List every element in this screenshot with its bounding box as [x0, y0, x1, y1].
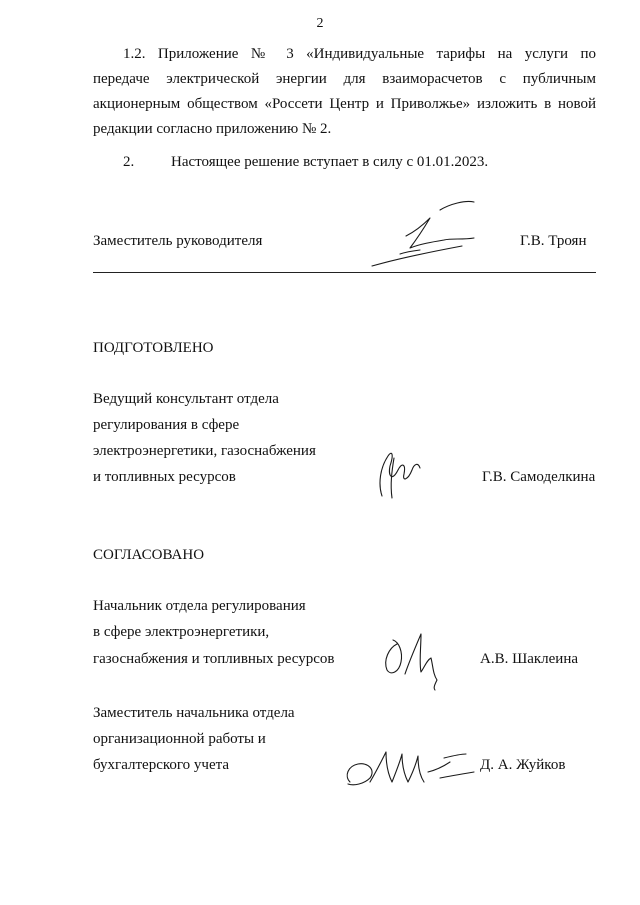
agreed-first-name: А.В. Шаклеина: [480, 651, 579, 667]
agreed-second-position-line: организационной работы и: [93, 731, 266, 747]
prepared-heading: ПОДГОТОВЛЕНО: [93, 340, 214, 356]
paragraph-line: акционерным обществом «Россети Центр и Приволжье» изложить в новой: [93, 96, 596, 112]
prepared-position-line: электроэнергетики, газоснабжения: [93, 443, 316, 459]
prepared-position-line: Ведущий консультант отдела: [93, 391, 279, 407]
prepared-position-line: и топливных ресурсов: [93, 469, 236, 485]
paragraph-line: редакции согласно приложению № 2.: [93, 121, 332, 137]
signature-troyan: [370, 196, 500, 276]
agreed-first-position-line: газоснабжения и топливных ресурсов: [93, 651, 335, 667]
paragraph-line: передаче электрической энергии для взаиморасчетов с публичным: [93, 71, 596, 87]
page-number: 2: [316, 16, 324, 31]
prepared-name: Г.В. Самоделкина: [482, 469, 596, 485]
signature-shakleina: [375, 626, 455, 692]
prepared-position-line: регулирования в сфере: [93, 417, 240, 433]
agreed-second-name: Д. А. Жуйков: [480, 757, 566, 773]
agreed-second-position-line: бухгалтерского учета: [93, 757, 230, 773]
main-signatory-position: Заместитель руководителя: [93, 233, 263, 249]
separator-line: [93, 272, 596, 273]
agreed-second-position-line: Заместитель начальника отдела: [93, 705, 295, 721]
agreed-first-position-line: в сфере электроэнергетики,: [93, 624, 270, 640]
paragraph-2-number: 2.: [123, 154, 135, 170]
paragraph-2-text: Настоящее решение вступает в силу с 01.01.2023.: [171, 154, 489, 170]
paragraph-1-2: [93, 42, 596, 142]
agreed-first-position-line: Начальник отдела регулирования: [93, 598, 306, 614]
signature-samodelkina: [372, 440, 432, 502]
agreed-heading: СОГЛАСОВАНО: [93, 547, 205, 563]
signature-zhuykov: [340, 742, 480, 792]
main-signatory-name: Г.В. Троян: [520, 233, 587, 249]
paragraph-line: 1.2. Приложение № 3 «Индивидуальные тарифы на услуги по: [123, 46, 596, 62]
